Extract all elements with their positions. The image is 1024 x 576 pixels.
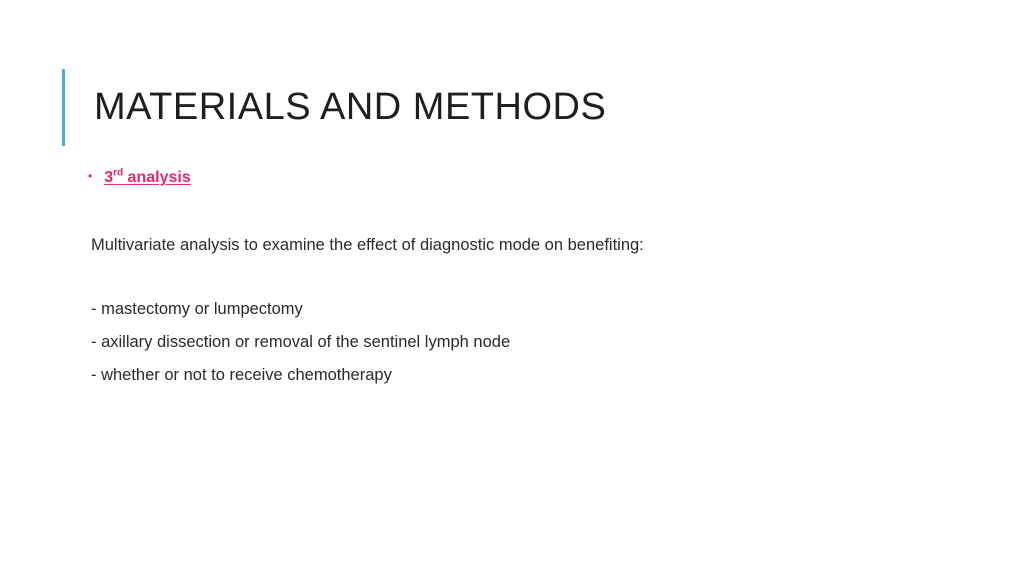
bullet-dot-icon: • (88, 169, 93, 183)
slide-title: MATERIALS AND METHODS (94, 86, 607, 128)
bullet-label-prefix: 3 (104, 169, 114, 186)
bullet-item (88, 166, 191, 190)
list-item: - whether or not to receive chemotherapy (91, 366, 392, 384)
intro-text: Multivariate analysis to examine the effect of diagnostic mode on benefiting: (91, 236, 644, 254)
bullet-label-superscript: rd (113, 167, 124, 179)
title-accent-bar (62, 69, 65, 146)
bullet-label (104, 166, 191, 190)
list-item: - mastectomy or lumpectomy (91, 300, 303, 318)
bullet-label-suffix: analysis (123, 169, 191, 186)
list-item: - axillary dissection or removal of the sentinel lymph node (91, 333, 511, 351)
